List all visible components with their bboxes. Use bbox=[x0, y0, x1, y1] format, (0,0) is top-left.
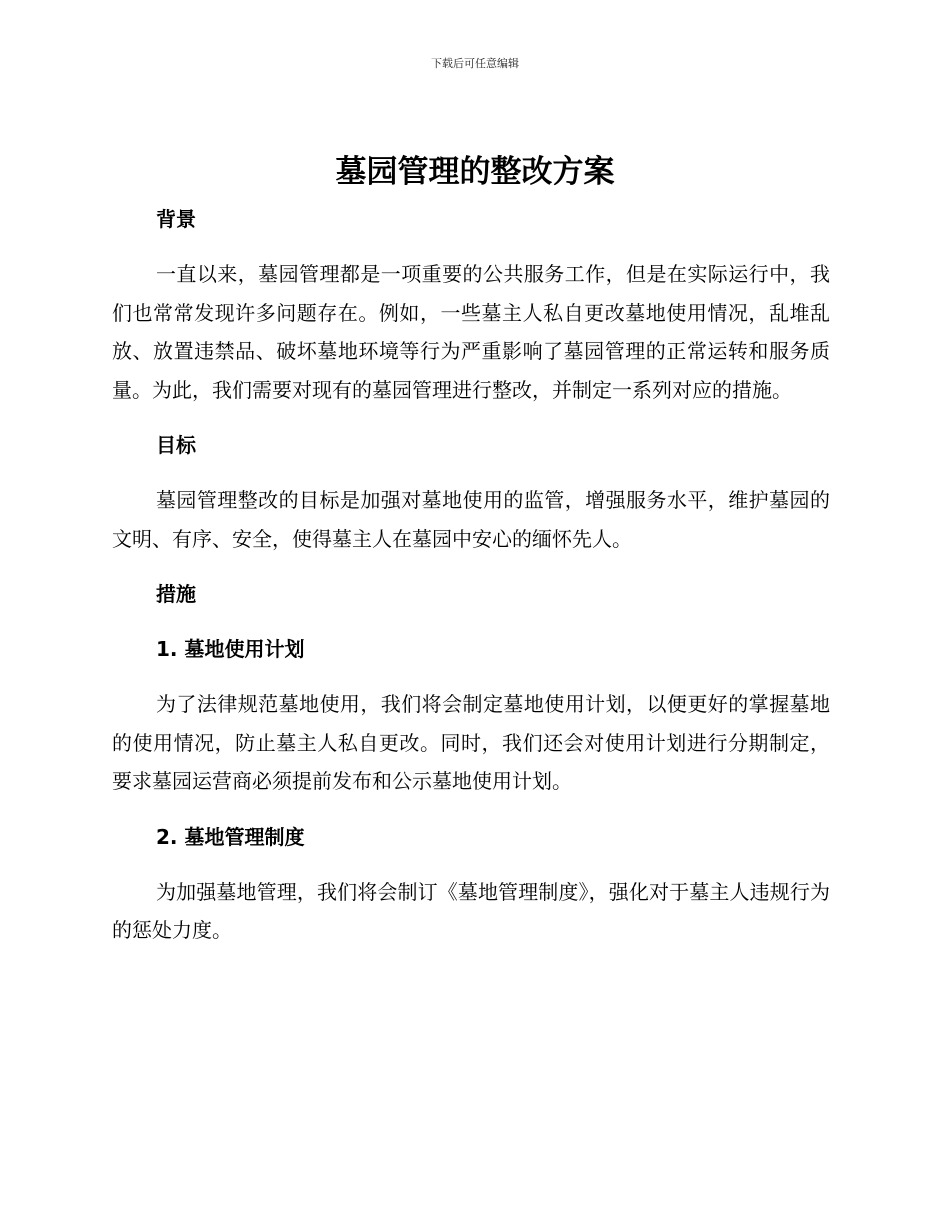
page-header-note: 下载后可任意编辑 bbox=[431, 57, 519, 70]
section-paragraph-management-rules: 为加强墓地管理，我们将会制订《墓地管理制度》，强化对于墓主人违规行为的惩处力度。 bbox=[112, 879, 830, 942]
document-title: 墓园管理的整改方案 bbox=[335, 154, 615, 190]
section-paragraph-usage-plan: 为了法律规范墓地使用，我们将会制定墓地使用计划，以便更好的掌握墓地的使用情况，防止墓主人私自更改。同时，我们还会对使用计划进行分期制定，要求墓园运营商必须提前发布和公示墓地使用计划。 bbox=[112, 692, 830, 793]
section-heading-management-rules: 2. 墓地管理制度 bbox=[156, 824, 305, 849]
section-heading-measures: 措施 bbox=[156, 582, 196, 606]
section-heading-goal: 目标 bbox=[156, 433, 196, 457]
section-paragraph-background: 一直以来，墓园管理都是一项重要的公共服务工作，但是在实际运行中，我们也常常发现许多问题存在。例如，一些墓主人私自更改墓地使用情况，乱堆乱放、放置违禁品、破坏墓地环境等行为严重影响了墓园管理的正常运转和服务质量。为此，我们需要对现有的墓园管理进行整改，并制定一系列对应的措施。 bbox=[112, 262, 830, 402]
section-paragraph-goal: 墓园管理整改的目标是加强对墓地使用的监管，增强服务水平，维护墓园的文明、有序、安全，使得墓主人在墓园中安心的缅怀先人。 bbox=[112, 488, 830, 551]
section-heading-background: 背景 bbox=[156, 207, 196, 231]
document-body bbox=[112, 200, 830, 950]
section-heading-usage-plan: 1. 墓地使用计划 bbox=[156, 637, 305, 661]
